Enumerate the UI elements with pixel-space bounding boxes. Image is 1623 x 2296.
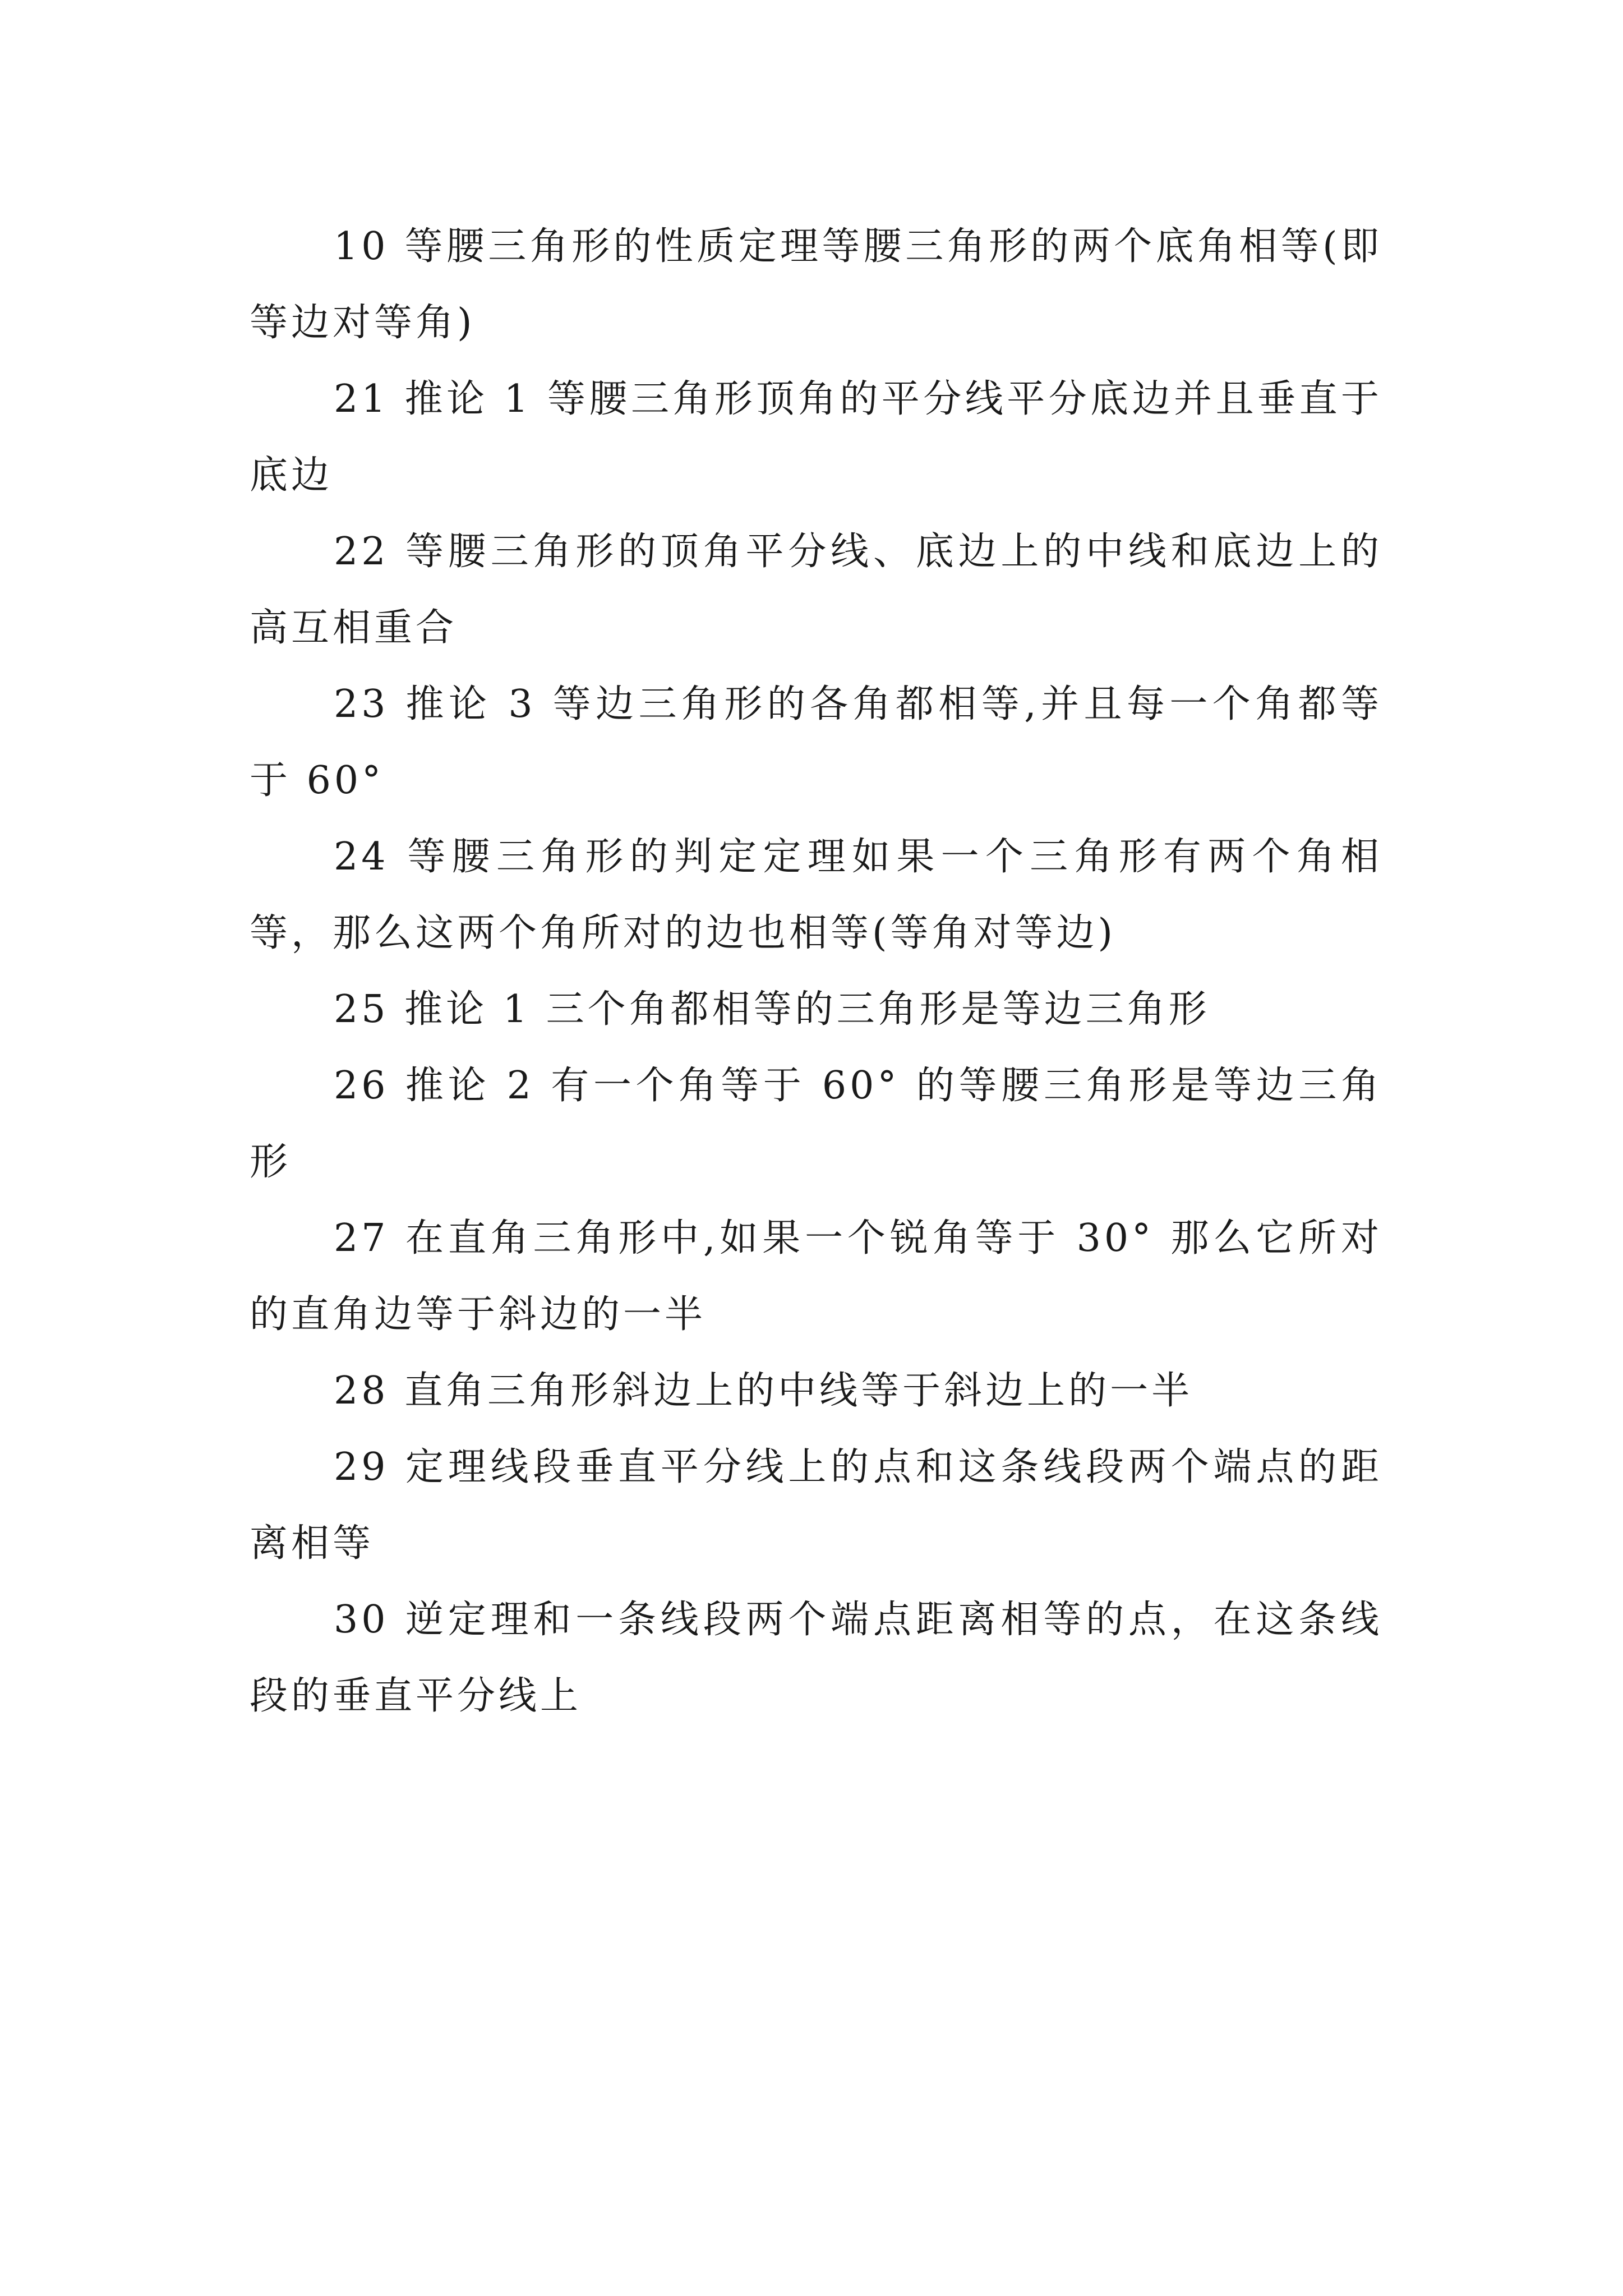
paragraph-theorem-10: 10 等腰三角形的性质定理等腰三角形的两个底角相等(即等边对等角) (250, 224, 1382, 345)
paragraph-theorem-23: 23 推论 3 等边三角形的各角都相等,并且每一个角都等于 60° (250, 682, 1382, 803)
paragraph-theorem-21: 21 推论 1 等腰三角形顶角的平分线平分底边并且垂直于底边 (250, 377, 1382, 498)
document-body (250, 209, 1382, 1734)
paragraph-theorem-30: 30 逆定理和一条线段两个端点距离相等的点，在这条线段的垂直平分线上 (250, 1598, 1382, 1718)
paragraph-theorem-22: 22 等腰三角形的顶角平分线、底边上的中线和底边上的高互相重合 (250, 530, 1382, 650)
paragraph-theorem-25: 25 推论 1 三个角都相等的三角形是等边三角形 (334, 987, 1210, 1032)
paragraph-theorem-27: 27 在直角三角形中,如果一个锐角等于 30° 那么它所对的直角边等于斜边的一半 (250, 1216, 1382, 1337)
paragraph-theorem-28: 28 直角三角形斜边上的中线等于斜边上的一半 (334, 1369, 1193, 1413)
paragraph-theorem-29: 29 定理线段垂直平分线上的点和这条线段两个端点的距离相等 (250, 1445, 1382, 1566)
paragraph-theorem-24: 24 等腰三角形的判定定理如果一个三角形有两个角相等，那么这两个角所对的边也相等(等角对等边) (250, 835, 1382, 955)
paragraph-theorem-26: 26 推论 2 有一个角等于 60° 的等腰三角形是等边三角形 (250, 1064, 1382, 1184)
